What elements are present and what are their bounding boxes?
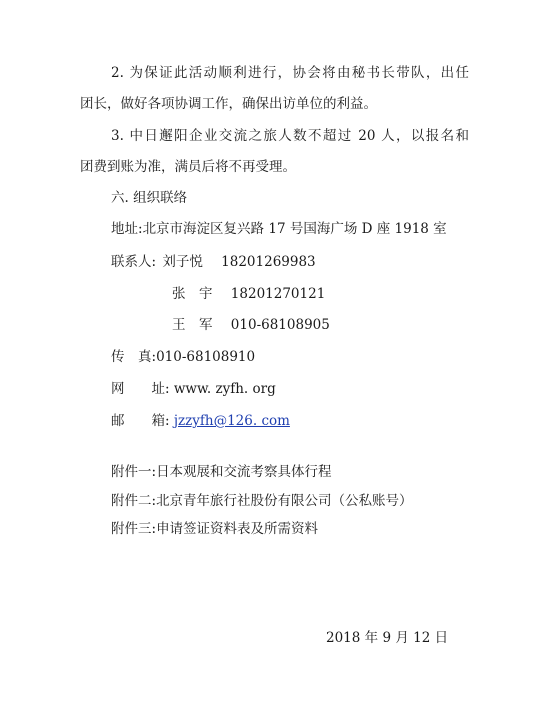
contacts-row-2 bbox=[172, 285, 325, 303]
attachment-1 bbox=[111, 463, 332, 481]
address-value: 北京市海淀区复兴路 17 号国海广场 D 座 1918 室 bbox=[142, 221, 447, 237]
paragraph-3-line-1: 3. 中日邂阳企业交流之旅人数不超过 20 人，以报名和 bbox=[111, 128, 469, 144]
attachment-3-text: 申请签证资料表及所需资料 bbox=[156, 521, 319, 537]
person-3-name: 王 军 bbox=[172, 317, 213, 333]
paragraph-2-line-1: 2. 为保证此活动顺利进行，协会将由秘书长带队，出任 bbox=[111, 65, 469, 81]
email-label: 邮 箱: bbox=[111, 413, 170, 429]
fax-label: 传 真: bbox=[111, 349, 157, 365]
document-date: 2018 年 9 月 12 日 bbox=[326, 630, 449, 646]
attachment-2-label: 附件二: bbox=[111, 493, 157, 509]
contacts-row-1 bbox=[111, 253, 316, 271]
email-link[interactable]: jzzyfh@126. com bbox=[173, 413, 290, 429]
person-2-name: 张 宇 bbox=[172, 286, 213, 302]
website-label: 网 址: bbox=[111, 381, 170, 397]
person-1-name: 刘子悦 bbox=[162, 254, 203, 270]
website-row bbox=[111, 380, 276, 398]
section-heading: 六. 组织联络 bbox=[111, 190, 188, 206]
paragraph-2-line-2: 团长，做好各项协调工作，确保出访单位的利益。 bbox=[80, 96, 377, 112]
address-row bbox=[111, 220, 447, 238]
contacts-label: 联系人: bbox=[111, 254, 157, 270]
person-3-phone: 010-68108905 bbox=[230, 317, 330, 333]
person-2-phone: 18201270121 bbox=[230, 286, 326, 302]
attachment-3-label: 附件三: bbox=[111, 521, 157, 537]
person-1-phone: 18201269983 bbox=[221, 254, 316, 270]
attachment-2 bbox=[111, 492, 413, 510]
contacts-row-3 bbox=[172, 316, 330, 334]
attachment-3 bbox=[111, 520, 318, 538]
fax-row bbox=[111, 348, 255, 366]
email-row bbox=[111, 412, 290, 430]
fax-value: 010-68108910 bbox=[156, 349, 256, 365]
address-label: 地址: bbox=[111, 221, 143, 237]
attachment-1-label: 附件一: bbox=[111, 464, 157, 480]
attachment-2-text: 北京青年旅行社股份有限公司（公私账号） bbox=[156, 493, 413, 509]
attachment-1-text: 日本观展和交流考察具体行程 bbox=[156, 464, 332, 480]
paragraph-3-line-2: 团费到账为准，满员后将不再受理。 bbox=[80, 159, 296, 175]
website-value: www. zyfh. org bbox=[173, 381, 276, 397]
